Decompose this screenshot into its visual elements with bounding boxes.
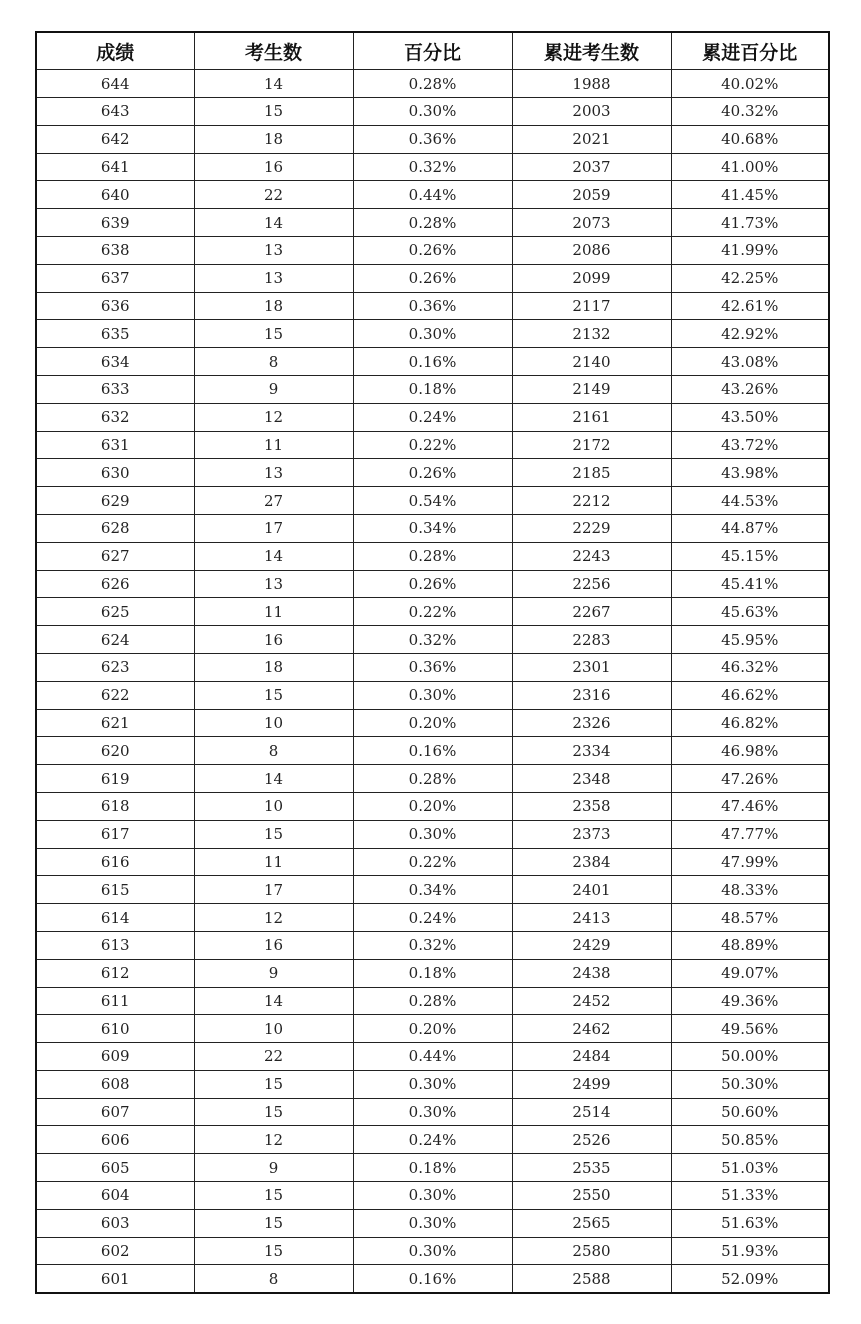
- header-cumulative-percentage: 累进百分比: [671, 32, 829, 70]
- cell-cumulative-count: 2348: [512, 765, 671, 793]
- cell-score: 638: [36, 236, 194, 264]
- cell-score: 617: [36, 820, 194, 848]
- cell-score: 611: [36, 987, 194, 1015]
- table-row: [36, 626, 829, 654]
- cell-score: 630: [36, 459, 194, 487]
- cell-candidate-count: 12: [194, 1126, 353, 1154]
- cell-candidate-count: 16: [194, 626, 353, 654]
- cell-percentage: 0.32%: [353, 153, 512, 181]
- cell-cumulative-count: 2484: [512, 1043, 671, 1071]
- table-row: [36, 737, 829, 765]
- cell-percentage: 0.22%: [353, 431, 512, 459]
- table-row: [36, 181, 829, 209]
- table-row: [36, 98, 829, 126]
- table-row: [36, 487, 829, 515]
- table-row: [36, 570, 829, 598]
- cell-percentage: 0.28%: [353, 70, 512, 98]
- cell-score: 623: [36, 653, 194, 681]
- cell-cumulative-count: 2086: [512, 236, 671, 264]
- cell-cumulative-count: 2267: [512, 598, 671, 626]
- cell-percentage: 0.22%: [353, 598, 512, 626]
- cell-score: 629: [36, 487, 194, 515]
- cell-cumulative-count: 2140: [512, 348, 671, 376]
- cell-cumulative-percentage: 52.09%: [671, 1265, 829, 1293]
- cell-candidate-count: 16: [194, 931, 353, 959]
- cell-percentage: 0.32%: [353, 931, 512, 959]
- cell-cumulative-percentage: 42.61%: [671, 292, 829, 320]
- cell-cumulative-percentage: 40.32%: [671, 98, 829, 126]
- cell-candidate-count: 15: [194, 1209, 353, 1237]
- cell-cumulative-percentage: 44.87%: [671, 514, 829, 542]
- cell-cumulative-count: 2021: [512, 125, 671, 153]
- cell-candidate-count: 8: [194, 1265, 353, 1293]
- header-row: [36, 32, 829, 70]
- table-row: [36, 125, 829, 153]
- cell-candidate-count: 22: [194, 1043, 353, 1071]
- cell-percentage: 0.18%: [353, 959, 512, 987]
- cell-cumulative-count: 2301: [512, 653, 671, 681]
- cell-percentage: 0.22%: [353, 848, 512, 876]
- cell-score: 642: [36, 125, 194, 153]
- cell-candidate-count: 10: [194, 709, 353, 737]
- cell-cumulative-count: 2161: [512, 403, 671, 431]
- header-percentage: 百分比: [353, 32, 512, 70]
- cell-cumulative-count: 2316: [512, 681, 671, 709]
- cell-cumulative-count: 2565: [512, 1209, 671, 1237]
- cell-score: 634: [36, 348, 194, 376]
- cell-percentage: 0.20%: [353, 792, 512, 820]
- cell-percentage: 0.18%: [353, 1154, 512, 1182]
- cell-cumulative-count: 2334: [512, 737, 671, 765]
- table-row: [36, 1237, 829, 1265]
- cell-cumulative-count: 1988: [512, 70, 671, 98]
- cell-cumulative-count: 2212: [512, 487, 671, 515]
- table-row: [36, 1098, 829, 1126]
- cell-cumulative-percentage: 50.30%: [671, 1070, 829, 1098]
- cell-cumulative-percentage: 45.95%: [671, 626, 829, 654]
- cell-cumulative-percentage: 47.77%: [671, 820, 829, 848]
- cell-score: 633: [36, 375, 194, 403]
- table-row: [36, 876, 829, 904]
- cell-candidate-count: 15: [194, 1182, 353, 1210]
- cell-score: 644: [36, 70, 194, 98]
- cell-cumulative-count: 2229: [512, 514, 671, 542]
- cell-candidate-count: 8: [194, 348, 353, 376]
- table-row: [36, 542, 829, 570]
- cell-candidate-count: 13: [194, 264, 353, 292]
- cell-percentage: 0.44%: [353, 181, 512, 209]
- cell-score: 616: [36, 848, 194, 876]
- cell-percentage: 0.36%: [353, 653, 512, 681]
- cell-cumulative-count: 2588: [512, 1265, 671, 1293]
- cell-cumulative-percentage: 43.26%: [671, 375, 829, 403]
- cell-cumulative-percentage: 43.98%: [671, 459, 829, 487]
- cell-cumulative-count: 2580: [512, 1237, 671, 1265]
- cell-cumulative-count: 2514: [512, 1098, 671, 1126]
- cell-score: 618: [36, 792, 194, 820]
- cell-cumulative-count: 2003: [512, 98, 671, 126]
- table-row: [36, 1015, 829, 1043]
- cell-score: 606: [36, 1126, 194, 1154]
- cell-candidate-count: 27: [194, 487, 353, 515]
- cell-percentage: 0.26%: [353, 459, 512, 487]
- cell-score: 601: [36, 1265, 194, 1293]
- table-body: [36, 70, 829, 1294]
- cell-percentage: 0.30%: [353, 1182, 512, 1210]
- cell-cumulative-percentage: 47.46%: [671, 792, 829, 820]
- cell-cumulative-count: 2149: [512, 375, 671, 403]
- cell-cumulative-percentage: 46.98%: [671, 737, 829, 765]
- table-row: [36, 598, 829, 626]
- cell-cumulative-percentage: 41.73%: [671, 209, 829, 237]
- cell-candidate-count: 15: [194, 1237, 353, 1265]
- cell-cumulative-percentage: 42.25%: [671, 264, 829, 292]
- table-row: [36, 292, 829, 320]
- cell-percentage: 0.16%: [353, 737, 512, 765]
- cell-percentage: 0.32%: [353, 626, 512, 654]
- cell-score: 641: [36, 153, 194, 181]
- cell-score: 608: [36, 1070, 194, 1098]
- cell-percentage: 0.30%: [353, 1237, 512, 1265]
- cell-percentage: 0.30%: [353, 98, 512, 126]
- cell-cumulative-percentage: 49.07%: [671, 959, 829, 987]
- cell-cumulative-count: 2283: [512, 626, 671, 654]
- cell-candidate-count: 14: [194, 70, 353, 98]
- cell-percentage: 0.28%: [353, 542, 512, 570]
- cell-candidate-count: 10: [194, 1015, 353, 1043]
- table-row: [36, 375, 829, 403]
- cell-percentage: 0.36%: [353, 125, 512, 153]
- cell-percentage: 0.30%: [353, 1209, 512, 1237]
- table-row: [36, 1182, 829, 1210]
- table-row: [36, 1154, 829, 1182]
- cell-candidate-count: 17: [194, 876, 353, 904]
- cell-candidate-count: 15: [194, 1070, 353, 1098]
- cell-cumulative-percentage: 51.63%: [671, 1209, 829, 1237]
- cell-cumulative-percentage: 48.33%: [671, 876, 829, 904]
- cell-candidate-count: 14: [194, 765, 353, 793]
- cell-cumulative-percentage: 48.57%: [671, 904, 829, 932]
- cell-cumulative-count: 2326: [512, 709, 671, 737]
- cell-cumulative-count: 2499: [512, 1070, 671, 1098]
- cell-candidate-count: 10: [194, 792, 353, 820]
- cell-percentage: 0.26%: [353, 264, 512, 292]
- cell-cumulative-count: 2358: [512, 792, 671, 820]
- cell-cumulative-count: 2384: [512, 848, 671, 876]
- cell-cumulative-count: 2073: [512, 209, 671, 237]
- cell-candidate-count: 15: [194, 98, 353, 126]
- cell-cumulative-percentage: 46.82%: [671, 709, 829, 737]
- header-candidate-count: 考生数: [194, 32, 353, 70]
- cell-score: 624: [36, 626, 194, 654]
- table-row: [36, 209, 829, 237]
- cell-cumulative-count: 2452: [512, 987, 671, 1015]
- cell-candidate-count: 14: [194, 209, 353, 237]
- cell-cumulative-percentage: 45.63%: [671, 598, 829, 626]
- cell-score: 609: [36, 1043, 194, 1071]
- cell-percentage: 0.44%: [353, 1043, 512, 1071]
- header-cumulative-count: 累进考生数: [512, 32, 671, 70]
- cell-percentage: 0.26%: [353, 236, 512, 264]
- table-row: [36, 236, 829, 264]
- cell-candidate-count: 17: [194, 514, 353, 542]
- cell-percentage: 0.24%: [353, 403, 512, 431]
- cell-score: 628: [36, 514, 194, 542]
- cell-cumulative-count: 2099: [512, 264, 671, 292]
- cell-percentage: 0.30%: [353, 1098, 512, 1126]
- cell-cumulative-percentage: 50.00%: [671, 1043, 829, 1071]
- cell-candidate-count: 13: [194, 236, 353, 264]
- cell-percentage: 0.30%: [353, 1070, 512, 1098]
- cell-percentage: 0.18%: [353, 375, 512, 403]
- cell-cumulative-percentage: 45.15%: [671, 542, 829, 570]
- cell-score: 640: [36, 181, 194, 209]
- cell-candidate-count: 12: [194, 904, 353, 932]
- cell-cumulative-count: 2117: [512, 292, 671, 320]
- cell-cumulative-percentage: 47.99%: [671, 848, 829, 876]
- cell-percentage: 0.30%: [353, 820, 512, 848]
- cell-candidate-count: 18: [194, 653, 353, 681]
- table-row: [36, 320, 829, 348]
- cell-cumulative-count: 2429: [512, 931, 671, 959]
- cell-cumulative-count: 2037: [512, 153, 671, 181]
- cell-score: 614: [36, 904, 194, 932]
- cell-score: 620: [36, 737, 194, 765]
- cell-score: 639: [36, 209, 194, 237]
- cell-score: 637: [36, 264, 194, 292]
- cell-score: 604: [36, 1182, 194, 1210]
- cell-cumulative-percentage: 51.93%: [671, 1237, 829, 1265]
- cell-candidate-count: 15: [194, 820, 353, 848]
- cell-cumulative-percentage: 42.92%: [671, 320, 829, 348]
- cell-cumulative-percentage: 47.26%: [671, 765, 829, 793]
- cell-cumulative-count: 2132: [512, 320, 671, 348]
- table-row: [36, 1209, 829, 1237]
- cell-cumulative-count: 2373: [512, 820, 671, 848]
- cell-score: 610: [36, 1015, 194, 1043]
- cell-candidate-count: 12: [194, 403, 353, 431]
- cell-score: 619: [36, 765, 194, 793]
- cell-percentage: 0.36%: [353, 292, 512, 320]
- cell-cumulative-count: 2172: [512, 431, 671, 459]
- cell-cumulative-percentage: 50.60%: [671, 1098, 829, 1126]
- score-distribution-table: [35, 31, 830, 1294]
- cell-cumulative-percentage: 46.62%: [671, 681, 829, 709]
- cell-score: 631: [36, 431, 194, 459]
- cell-candidate-count: 13: [194, 570, 353, 598]
- cell-percentage: 0.20%: [353, 709, 512, 737]
- table-row: [36, 1070, 829, 1098]
- table-row: [36, 1043, 829, 1071]
- cell-cumulative-percentage: 43.72%: [671, 431, 829, 459]
- cell-score: 607: [36, 1098, 194, 1126]
- cell-cumulative-count: 2550: [512, 1182, 671, 1210]
- table-row: [36, 1265, 829, 1293]
- cell-score: 612: [36, 959, 194, 987]
- cell-score: 643: [36, 98, 194, 126]
- table-row: [36, 403, 829, 431]
- table-row: [36, 792, 829, 820]
- cell-cumulative-percentage: 43.50%: [671, 403, 829, 431]
- table-row: [36, 431, 829, 459]
- cell-cumulative-percentage: 41.99%: [671, 236, 829, 264]
- table-row: [36, 931, 829, 959]
- cell-candidate-count: 16: [194, 153, 353, 181]
- cell-score: 613: [36, 931, 194, 959]
- header-score: 成绩: [36, 32, 194, 70]
- cell-cumulative-count: 2059: [512, 181, 671, 209]
- table-row: [36, 1126, 829, 1154]
- cell-score: 602: [36, 1237, 194, 1265]
- cell-cumulative-percentage: 51.03%: [671, 1154, 829, 1182]
- cell-cumulative-count: 2256: [512, 570, 671, 598]
- table-row: [36, 153, 829, 181]
- table-row: [36, 681, 829, 709]
- table-row: [36, 653, 829, 681]
- cell-percentage: 0.28%: [353, 209, 512, 237]
- cell-cumulative-count: 2243: [512, 542, 671, 570]
- cell-score: 603: [36, 1209, 194, 1237]
- cell-cumulative-percentage: 41.45%: [671, 181, 829, 209]
- cell-candidate-count: 14: [194, 987, 353, 1015]
- table-row: [36, 848, 829, 876]
- table-row: [36, 459, 829, 487]
- cell-candidate-count: 8: [194, 737, 353, 765]
- cell-cumulative-percentage: 40.02%: [671, 70, 829, 98]
- cell-cumulative-percentage: 46.32%: [671, 653, 829, 681]
- table-header: [36, 32, 829, 70]
- cell-percentage: 0.24%: [353, 904, 512, 932]
- cell-candidate-count: 22: [194, 181, 353, 209]
- cell-candidate-count: 11: [194, 431, 353, 459]
- cell-percentage: 0.34%: [353, 514, 512, 542]
- cell-candidate-count: 9: [194, 959, 353, 987]
- cell-score: 621: [36, 709, 194, 737]
- cell-score: 626: [36, 570, 194, 598]
- cell-candidate-count: 15: [194, 320, 353, 348]
- table-row: [36, 959, 829, 987]
- cell-candidate-count: 15: [194, 1098, 353, 1126]
- cell-percentage: 0.16%: [353, 1265, 512, 1293]
- cell-cumulative-percentage: 51.33%: [671, 1182, 829, 1210]
- cell-candidate-count: 14: [194, 542, 353, 570]
- cell-candidate-count: 9: [194, 375, 353, 403]
- cell-percentage: 0.30%: [353, 320, 512, 348]
- cell-percentage: 0.34%: [353, 876, 512, 904]
- cell-score: 605: [36, 1154, 194, 1182]
- cell-cumulative-count: 2401: [512, 876, 671, 904]
- cell-cumulative-percentage: 45.41%: [671, 570, 829, 598]
- cell-cumulative-count: 2526: [512, 1126, 671, 1154]
- cell-candidate-count: 11: [194, 598, 353, 626]
- cell-candidate-count: 18: [194, 292, 353, 320]
- cell-score: 635: [36, 320, 194, 348]
- cell-score: 636: [36, 292, 194, 320]
- cell-cumulative-percentage: 40.68%: [671, 125, 829, 153]
- cell-percentage: 0.20%: [353, 1015, 512, 1043]
- cell-candidate-count: 13: [194, 459, 353, 487]
- cell-score: 615: [36, 876, 194, 904]
- table-row: [36, 709, 829, 737]
- cell-score: 625: [36, 598, 194, 626]
- cell-cumulative-percentage: 44.53%: [671, 487, 829, 515]
- cell-cumulative-count: 2535: [512, 1154, 671, 1182]
- table-row: [36, 987, 829, 1015]
- cell-percentage: 0.54%: [353, 487, 512, 515]
- cell-percentage: 0.30%: [353, 681, 512, 709]
- cell-cumulative-percentage: 48.89%: [671, 931, 829, 959]
- cell-cumulative-percentage: 49.56%: [671, 1015, 829, 1043]
- cell-cumulative-count: 2185: [512, 459, 671, 487]
- cell-cumulative-percentage: 49.36%: [671, 987, 829, 1015]
- cell-score: 627: [36, 542, 194, 570]
- cell-cumulative-count: 2413: [512, 904, 671, 932]
- cell-candidate-count: 11: [194, 848, 353, 876]
- cell-cumulative-count: 2438: [512, 959, 671, 987]
- table-row: [36, 514, 829, 542]
- cell-cumulative-percentage: 43.08%: [671, 348, 829, 376]
- table-row: [36, 264, 829, 292]
- cell-percentage: 0.24%: [353, 1126, 512, 1154]
- table-row: [36, 70, 829, 98]
- cell-cumulative-percentage: 50.85%: [671, 1126, 829, 1154]
- cell-percentage: 0.16%: [353, 348, 512, 376]
- cell-score: 632: [36, 403, 194, 431]
- table-row: [36, 820, 829, 848]
- cell-candidate-count: 18: [194, 125, 353, 153]
- cell-percentage: 0.26%: [353, 570, 512, 598]
- cell-cumulative-count: 2462: [512, 1015, 671, 1043]
- cell-percentage: 0.28%: [353, 765, 512, 793]
- cell-percentage: 0.28%: [353, 987, 512, 1015]
- cell-cumulative-percentage: 41.00%: [671, 153, 829, 181]
- cell-candidate-count: 15: [194, 681, 353, 709]
- table-row: [36, 904, 829, 932]
- cell-candidate-count: 9: [194, 1154, 353, 1182]
- table-row: [36, 765, 829, 793]
- table-row: [36, 348, 829, 376]
- cell-score: 622: [36, 681, 194, 709]
